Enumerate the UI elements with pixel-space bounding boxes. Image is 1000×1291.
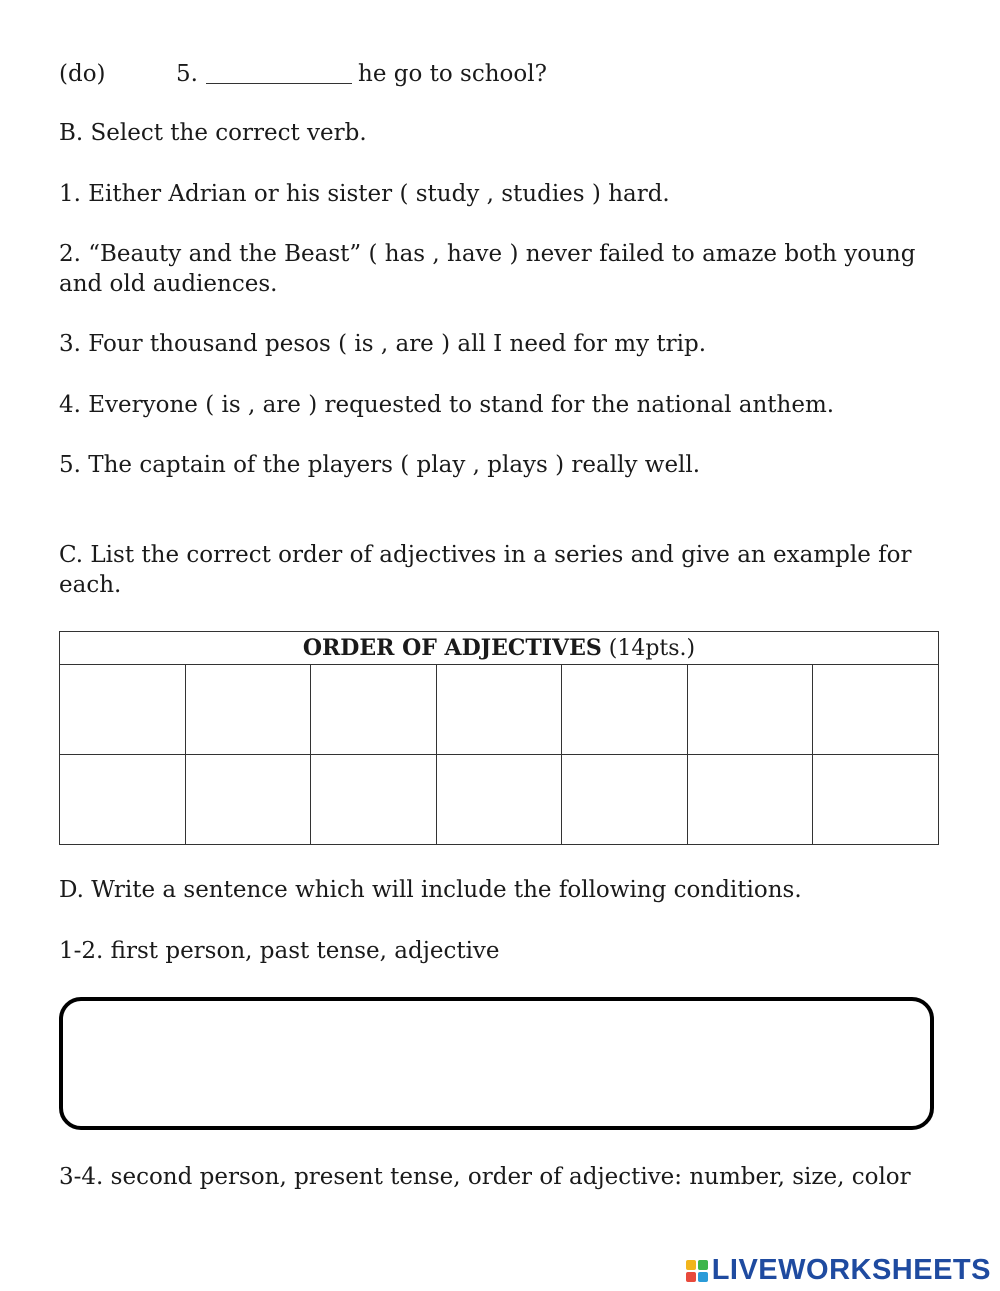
table-row (60, 755, 939, 845)
section-b-heading: B. Select the correct verb. (59, 120, 367, 146)
table-header (60, 632, 939, 665)
table-cell[interactable] (813, 665, 939, 755)
brand-name: LIVEWORKSHEETS (711, 1254, 991, 1286)
logo-square-red (686, 1272, 696, 1282)
section-d-heading: D. Write a sentence which will include the following conditions. (59, 877, 802, 903)
verb-question-4: 4. Everyone ( is , are ) requested to stand for the national anthem. (59, 392, 835, 418)
logo-square-blue (698, 1272, 708, 1282)
table-cell[interactable] (185, 665, 311, 755)
table-cell[interactable] (185, 755, 311, 845)
condition-1-2: 1-2. first person, past tense, adjective (59, 938, 500, 964)
verb-hint: (do) (59, 61, 106, 87)
table-row (60, 665, 939, 755)
section-c-heading: C. List the correct order of adjectives in a series and give an example for each. (59, 542, 912, 598)
table-cell[interactable] (813, 755, 939, 845)
verb-question-5: 5. The captain of the players ( play , plays ) really well. (59, 452, 701, 478)
table-title: ORDER OF ADJECTIVES (302, 635, 602, 661)
brand-logo-icon (686, 1260, 708, 1282)
table-points: (14pts.) (608, 636, 696, 661)
logo-square-green (698, 1260, 708, 1270)
table-cell[interactable] (311, 755, 437, 845)
answer-blank[interactable] (206, 63, 352, 84)
liveworksheets-logo (686, 1254, 991, 1287)
table-cell[interactable] (562, 665, 688, 755)
table-cell[interactable] (436, 665, 562, 755)
table-cell[interactable] (687, 755, 813, 845)
question-number: 5. (176, 61, 198, 87)
condition-3-4: 3-4. second person, present tense, order of adjective: number, size, color (59, 1164, 911, 1190)
table-cell[interactable] (60, 755, 186, 845)
verb-question-1: 1. Either Adrian or his sister ( study , studies ) hard. (59, 181, 670, 207)
logo-square-yellow (686, 1260, 696, 1270)
table-cell[interactable] (562, 755, 688, 845)
verb-question-2: 2. “Beauty and the Beast” ( has , have ) never failed to amaze both young and old audiences. (59, 241, 916, 297)
order-of-adjectives-table (59, 631, 939, 845)
table-cell[interactable] (687, 665, 813, 755)
question-text: he go to school? (358, 61, 547, 87)
table-cell[interactable] (311, 665, 437, 755)
table-cell[interactable] (60, 665, 186, 755)
sentence-answer-box[interactable] (59, 997, 934, 1130)
verb-question-3: 3. Four thousand pesos ( is , are ) all I need for my trip. (59, 331, 706, 357)
table-cell[interactable] (436, 755, 562, 845)
